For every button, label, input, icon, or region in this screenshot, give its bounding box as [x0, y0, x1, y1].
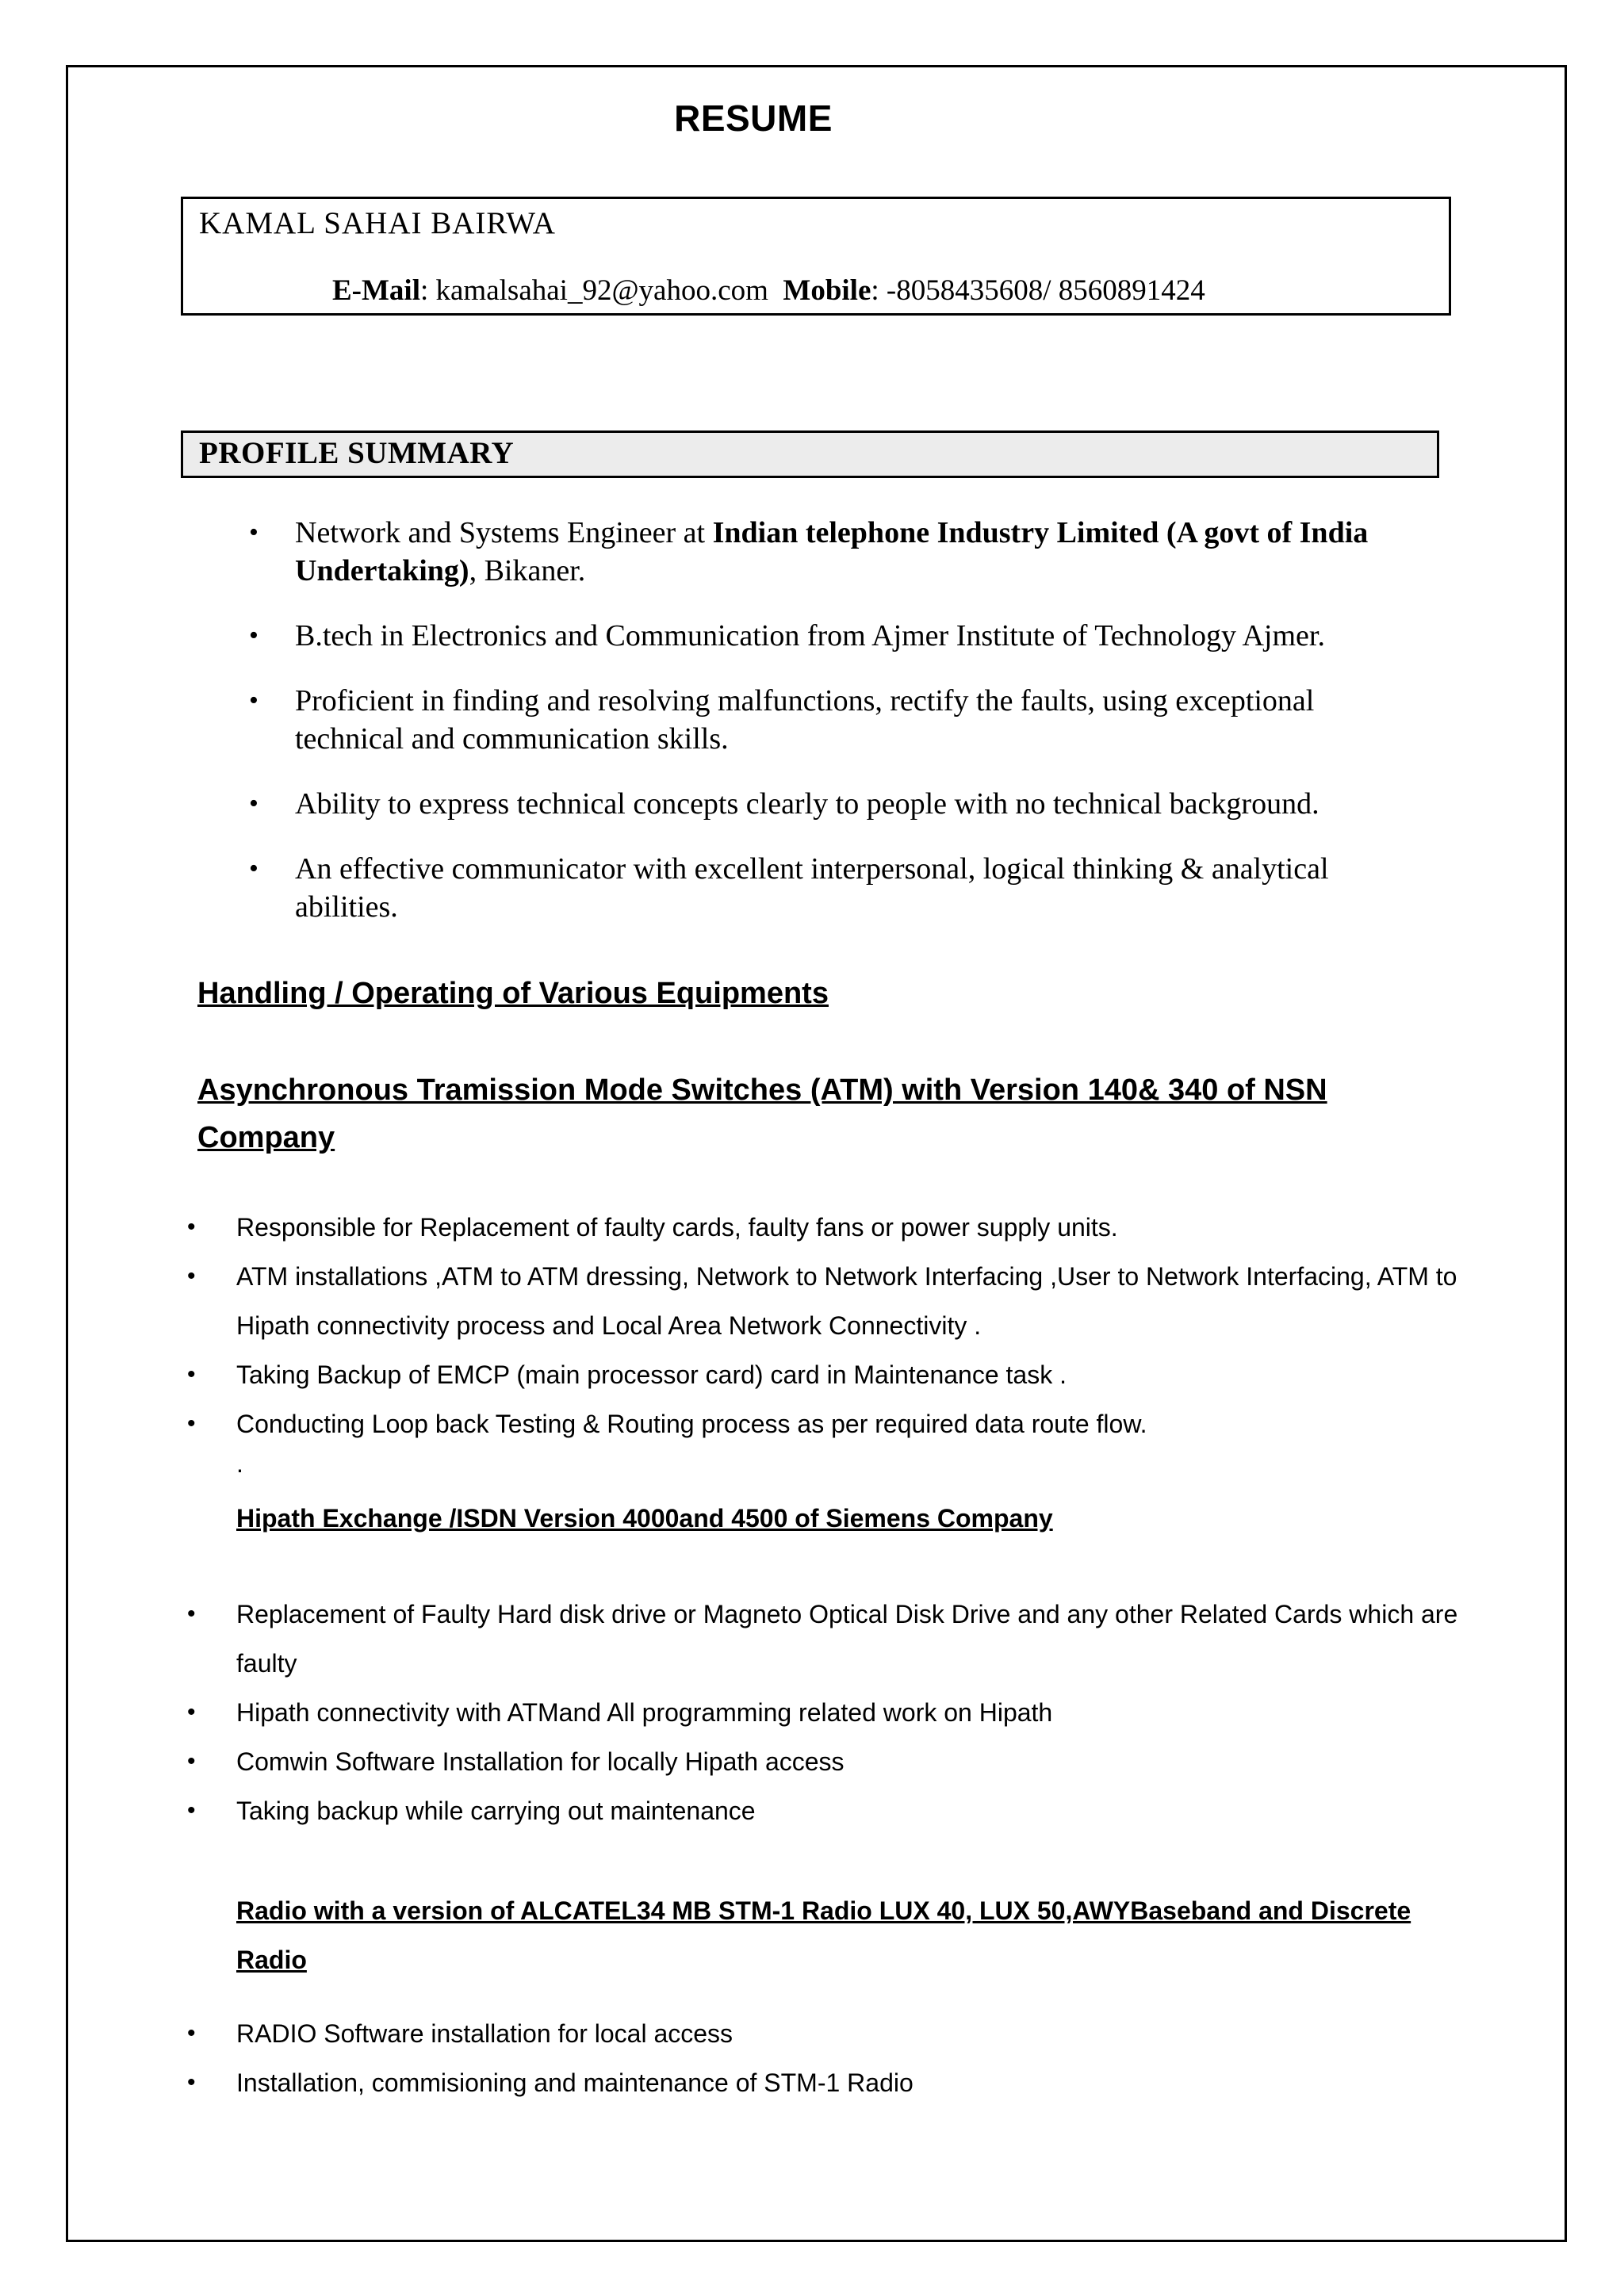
list-item: • Installation, commisioning and maintenance of STM-1 Radio [181, 2058, 1481, 2107]
profile-item: • Ability to express technical concepts clearly to people with no technical background. [238, 785, 1427, 823]
atm-list [181, 1203, 1481, 1448]
employer-name: Indian telephone Industry Limited (A govt of India Undertaking) [295, 516, 1369, 587]
profile-item [238, 514, 1427, 590]
profile-item: • Proficient in finding and resolving malfunctions, rectify the faults, using exceptional technical and communication skills. [238, 682, 1427, 758]
contact-header-box [181, 197, 1451, 316]
trailing-dot: . [236, 1449, 243, 1478]
profile-summary-list [238, 514, 1427, 953]
list-item: • Taking backup while carrying out maintenance [181, 1786, 1481, 1835]
atm-heading: Asynchronous Tramission Mode Switches (ATM) with Version 140& 340 of NSN Company [197, 1073, 1327, 1154]
list-item: • Comwin Software Installation for locally Hipath access [181, 1737, 1481, 1786]
mobile-value: : -8058435608/ 8560891424 [871, 274, 1205, 307]
profile-summary-heading: PROFILE SUMMARY [181, 430, 1439, 478]
resume-title: RESUME [674, 98, 833, 139]
list-item: • Conducting Loop back Testing & Routing process as per required data route flow. [181, 1399, 1481, 1448]
radio-list [181, 2009, 1481, 2107]
email-value: : kamalsahai_92@yahoo.com [419, 274, 768, 307]
contact-line [332, 274, 1205, 308]
list-item: • Taking Backup of EMCP (main processor card) card in Maintenance task . [181, 1350, 1481, 1399]
handling-heading: Handling / Operating of Various Equipments [197, 977, 829, 1010]
profile-item-text: , Bikaner. [469, 554, 586, 587]
list-item: • ATM installations ,ATM to ATM dressing, Network to Network Interfacing ,User to Network Interfacing, ATM to Hipath connectivity process and Local Area Network Connectivity . [181, 1252, 1481, 1350]
profile-item: • An effective communicator with excellent interpersonal, logical thinking & analytical abilities. [238, 850, 1427, 926]
mobile-label: Mobile [783, 274, 871, 307]
profile-item: • B.tech in Electronics and Communication from Ajmer Institute of Technology Ajmer. [238, 617, 1427, 655]
radio-heading: Radio with a version of ALCATEL34 MB STM-1 Radio LUX 40, LUX 50,AWYBaseband and Discrete Radio [236, 1896, 1411, 1974]
candidate-name: KAMAL SAHAI BAIRWA [199, 206, 556, 240]
list-item: • RADIO Software installation for local access [181, 2009, 1481, 2058]
list-item: • Responsible for Replacement of faulty cards, faulty fans or power supply units. [181, 1203, 1481, 1252]
list-item: • Hipath connectivity with ATMand All programming related work on Hipath [181, 1688, 1481, 1737]
list-item: • Replacement of Faulty Hard disk drive or Magneto Optical Disk Drive and any other Related Cards which are faulty [181, 1590, 1481, 1688]
hipath-list [181, 1590, 1481, 1835]
profile-item-text: Network and Systems Engineer at [295, 516, 713, 549]
email-label: E-Mail [332, 274, 420, 307]
hipath-heading: Hipath Exchange /ISDN Version 4000and 4500 of Siemens Company [236, 1504, 1053, 1533]
